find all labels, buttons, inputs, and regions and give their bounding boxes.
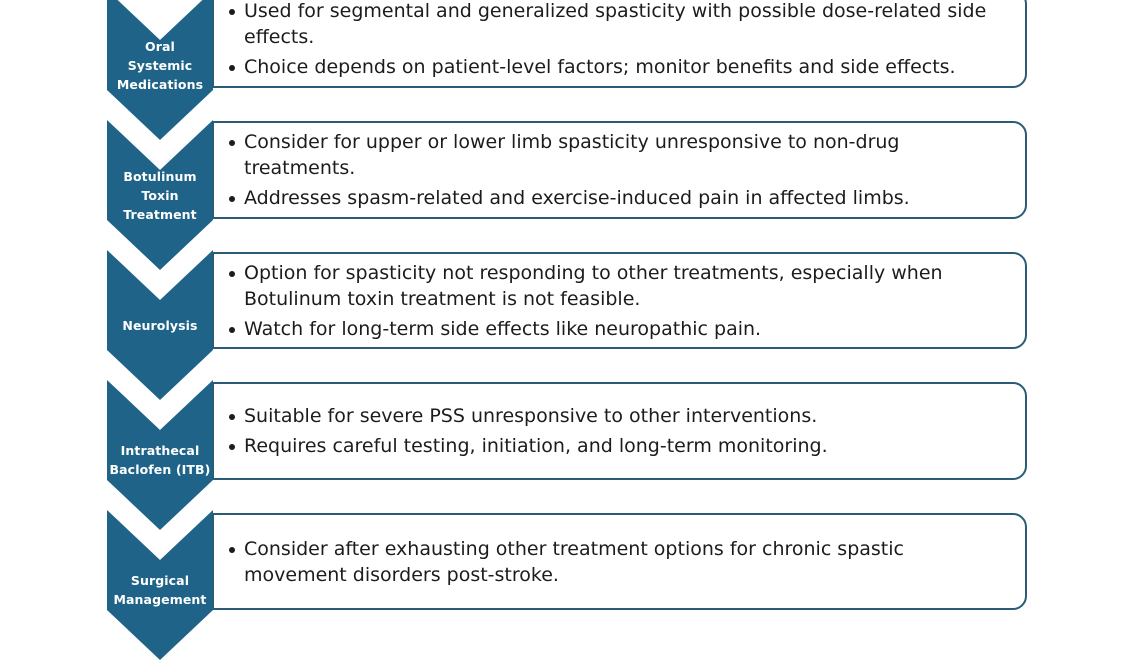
label-line: Neurolysis xyxy=(122,317,198,333)
step-label xyxy=(107,432,213,488)
step-box-intrathecal-baclofen xyxy=(212,382,1027,480)
label-line: Surgical xyxy=(130,573,190,588)
bullet-item: Addresses spasm-related and exercise-induced pain in affected limbs. xyxy=(228,185,1005,211)
bullet-item: Requires careful testing, initiation, and long-term monitoring. xyxy=(228,433,1005,459)
chevron-intrathecal-baclofen xyxy=(107,380,213,530)
bullet-item: Consider after exhausting other treatment options for chronic spastic movement disorders post-stroke. xyxy=(228,536,1005,588)
step-box-botulinum-toxin-treatment xyxy=(212,121,1027,219)
label-line: Treatment xyxy=(123,206,197,222)
bullet-item: Consider for upper or lower limb spasticity unresponsive to non-drug treatments. xyxy=(228,129,1005,181)
label-line: Systemic xyxy=(127,57,193,73)
step-label xyxy=(107,40,213,90)
step-box-surgical-management xyxy=(212,513,1027,610)
label-line: Intrathecal xyxy=(120,443,200,458)
chevron-surgical-management xyxy=(107,510,213,660)
label-line: Medications xyxy=(116,76,204,92)
bullet-item: Watch for long-term side effects like neuropathic pain. xyxy=(228,316,1005,342)
bullet-item: Choice depends on patient-level factors; monitor benefits and side effects. xyxy=(228,54,1005,80)
label-line: Baclofen (ITB) xyxy=(109,462,211,477)
label-line: Botulinum xyxy=(123,168,197,184)
label-line: Toxin xyxy=(141,187,179,203)
step-box-oral-systemic-medications xyxy=(212,0,1027,88)
step-label xyxy=(107,165,213,225)
step-label xyxy=(107,300,213,350)
chevron-neurolysis xyxy=(107,250,213,400)
chevron-oral-systemic-medications xyxy=(107,0,213,140)
chevron-botulinum-toxin-treatment xyxy=(107,120,213,270)
bullet-item: Suitable for severe PSS unresponsive to other interventions. xyxy=(228,403,1005,429)
label-line: Management xyxy=(113,592,207,607)
step-box-neurolysis xyxy=(212,252,1027,349)
step-label xyxy=(107,562,213,618)
bullet-item: Option for spasticity not responding to other treatments, especially when Botulinum toxin treatment is not feasible. xyxy=(228,260,1005,312)
bullet-item: Used for segmental and generalized spasticity with possible dose-related side effects. xyxy=(228,0,1005,50)
label-line: Oral xyxy=(145,38,175,54)
